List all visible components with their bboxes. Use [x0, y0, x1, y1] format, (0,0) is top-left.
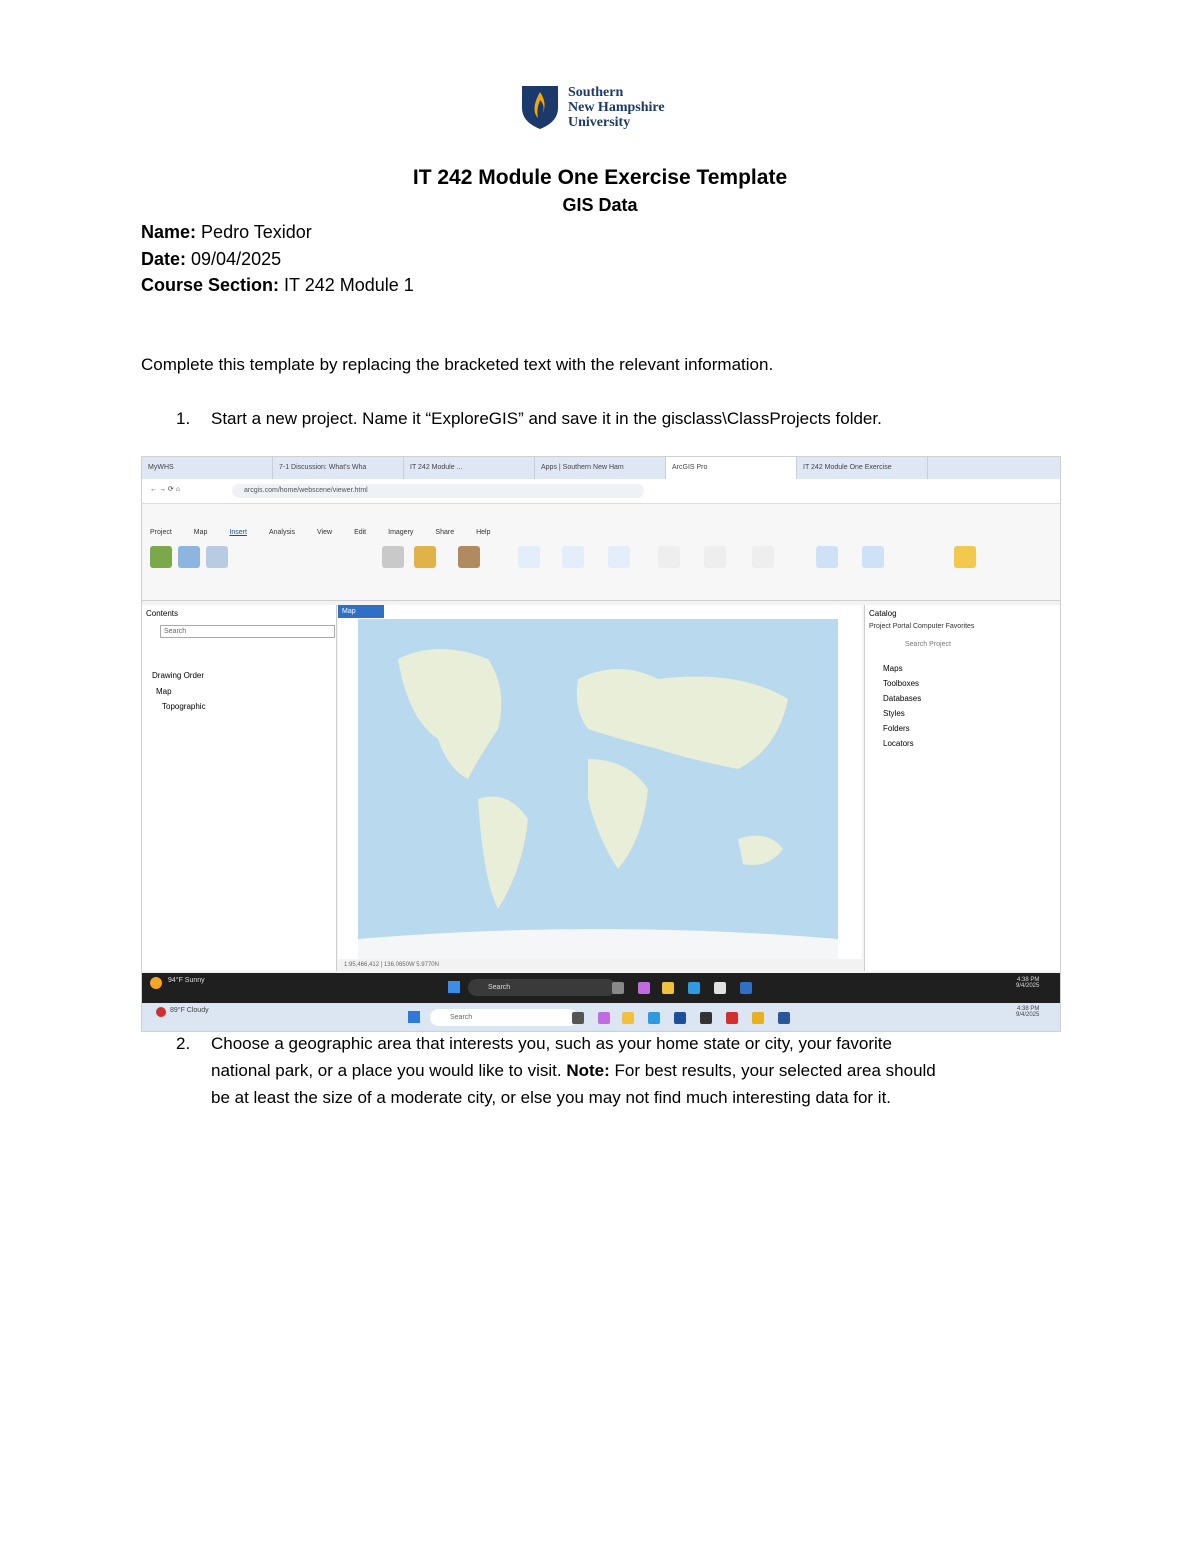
- name-line: Name: Pedro Texidor: [141, 222, 312, 242]
- catalog-search-input[interactable]: Search Project: [905, 641, 951, 648]
- flame-shield-icon: [520, 84, 560, 130]
- new-map-icon[interactable]: [150, 546, 172, 568]
- browser-tab[interactable]: Apps | Southern New Ham: [535, 457, 666, 479]
- catalog-list: [883, 661, 921, 751]
- clock: 4:38 PM 9/4/2025: [1016, 1006, 1040, 1018]
- ribbon-tab[interactable]: Help: [476, 529, 491, 536]
- edge-browser-icon[interactable]: [648, 1012, 660, 1024]
- layer-map[interactable]: Map: [156, 687, 172, 696]
- browser-tab-bar: [142, 457, 1060, 479]
- taskbar-search-input[interactable]: Search: [468, 979, 616, 996]
- geoprocessing-icon[interactable]: [862, 546, 884, 568]
- contents-search-input[interactable]: Search: [160, 625, 335, 638]
- layer-template-icon[interactable]: [608, 546, 630, 568]
- university-logo: [520, 84, 665, 130]
- layer-topographic[interactable]: Topographic: [162, 702, 206, 711]
- text-style-icon[interactable]: [658, 546, 680, 568]
- world-map[interactable]: [358, 619, 838, 959]
- catalog-tabs[interactable]: Project Portal Computer Favorites: [869, 623, 975, 630]
- item-number: 1.: [176, 409, 191, 428]
- taskbar-light: [142, 1003, 1060, 1031]
- catalog-item-styles[interactable]: Styles: [883, 709, 905, 718]
- layer-template-icon[interactable]: [518, 546, 540, 568]
- copilot-icon[interactable]: [638, 982, 650, 994]
- ribbon-tab-active[interactable]: Insert: [229, 529, 247, 536]
- app-icon[interactable]: [726, 1012, 738, 1024]
- taskbar-search-input[interactable]: Search: [430, 1009, 578, 1026]
- layer-template-icon[interactable]: [562, 546, 584, 568]
- copilot-icon[interactable]: [598, 1012, 610, 1024]
- weather-widget[interactable]: 89°F Cloudy: [170, 1007, 209, 1014]
- map-tab[interactable]: Map: [338, 605, 384, 618]
- store-icon[interactable]: [674, 1012, 686, 1024]
- browser-tab[interactable]: 7-1 Discussion: What's Wha: [273, 457, 404, 479]
- task-view-icon[interactable]: [612, 982, 624, 994]
- item-number: 2.: [176, 1034, 191, 1053]
- arcgis-pro-icon[interactable]: [740, 982, 752, 994]
- nav-arrows-icon[interactable]: ← → ⟳ ⌂: [150, 486, 180, 493]
- browser-tab-active[interactable]: ArcGIS Pro: [666, 457, 797, 479]
- ribbon-tab[interactable]: Project: [150, 529, 172, 536]
- edge-browser-icon[interactable]: [688, 982, 700, 994]
- note-label: Note:: [566, 1061, 610, 1080]
- document-subtitle: GIS Data: [562, 195, 638, 215]
- taskbar-dark: [142, 973, 1060, 1003]
- ribbon-tab[interactable]: Map: [193, 529, 208, 536]
- word-icon[interactable]: [778, 1012, 790, 1024]
- date-line: Date: 09/04/2025: [141, 249, 282, 269]
- catalog-item-maps[interactable]: Maps: [883, 664, 903, 673]
- favorite-star-icon[interactable]: [954, 546, 976, 568]
- toolbox-icon[interactable]: [458, 546, 480, 568]
- instructions: Complete this template by replacing the bracketed text with the relevant information.: [141, 355, 774, 374]
- ribbon-tab[interactable]: View: [317, 529, 333, 536]
- steam-icon[interactable]: [700, 1012, 712, 1024]
- weather-widget[interactable]: 94°F Sunny: [168, 977, 205, 984]
- clock: 4:38 PM 9/4/2025: [1016, 977, 1040, 989]
- file-explorer-icon[interactable]: [622, 1012, 634, 1024]
- new-report-icon[interactable]: [206, 546, 228, 568]
- section-line: Course Section: IT 242 Module 1: [141, 275, 414, 295]
- store-icon[interactable]: [714, 982, 726, 994]
- chrome-icon[interactable]: [752, 1012, 764, 1024]
- file-explorer-icon[interactable]: [662, 982, 674, 994]
- catalog-title: Catalog: [869, 609, 897, 618]
- connections-icon[interactable]: [382, 546, 404, 568]
- ribbon-tab[interactable]: Share: [435, 529, 455, 536]
- contents-title: Contents: [146, 609, 179, 618]
- browser-tab[interactable]: IT 242 Module One Exercise: [797, 457, 928, 479]
- name-value: Pedro Texidor: [201, 222, 312, 242]
- browser-tab[interactable]: MyWHS: [142, 457, 273, 479]
- catalog-item-toolboxes[interactable]: Toolboxes: [883, 679, 920, 688]
- browser-tab[interactable]: IT 242 Module ...: [404, 457, 535, 479]
- new-layout-icon[interactable]: [178, 546, 200, 568]
- map-view: [338, 605, 862, 971]
- ribbon: [142, 504, 1060, 601]
- add-folder-icon[interactable]: [414, 546, 436, 568]
- date-value: 09/04/2025: [191, 249, 282, 269]
- catalog-item-databases[interactable]: Databases: [883, 694, 922, 703]
- windows-start-icon[interactable]: [448, 981, 460, 993]
- ribbon-tab[interactable]: Imagery: [388, 529, 414, 536]
- catalog-item-folders[interactable]: Folders: [883, 724, 910, 733]
- text-style-icon[interactable]: [752, 546, 774, 568]
- url-field[interactable]: arcgis.com/home/webscene/viewer.html: [232, 484, 644, 498]
- drawing-order-label: Drawing Order: [152, 671, 205, 680]
- map-status-bar: 1:95,466,412 | 136.0650W 5.9770N: [338, 959, 868, 971]
- catalog-item-locators[interactable]: Locators: [883, 739, 914, 748]
- task-view-icon[interactable]: [572, 1012, 584, 1024]
- ribbon-tab[interactable]: Analysis: [268, 529, 296, 536]
- contents-pane: [142, 605, 337, 971]
- ribbon-tabs: [150, 529, 491, 536]
- windows-start-icon[interactable]: [408, 1011, 420, 1023]
- section-value: IT 242 Module 1: [284, 275, 414, 295]
- navigation-icon[interactable]: [816, 546, 838, 568]
- weather-sun-icon: [150, 977, 162, 989]
- logo-wordmark: Southern New Hampshire University: [568, 84, 665, 130]
- weather-alert-icon: [156, 1007, 166, 1017]
- text-style-icon[interactable]: [704, 546, 726, 568]
- item-1-text: Start a new project. Name it “ExploreGIS” and save it in the gisclass\ClassProjects folder.: [211, 409, 882, 428]
- item-2-text: Choose a geographic area that interests you, such as your home state or city, your favorite national park, or a place you would like to visit. Note: For best results, your selected area should be at least the size of a moderate city, or else you may not find much interesting data for it.: [211, 1034, 936, 1107]
- ribbon-tab[interactable]: Edit: [354, 529, 367, 536]
- document-title: IT 242 Module One Exercise Template: [412, 166, 788, 189]
- address-bar: [142, 479, 1060, 504]
- arcgis-screenshot: [141, 456, 1061, 1032]
- catalog-pane: [864, 605, 1061, 971]
